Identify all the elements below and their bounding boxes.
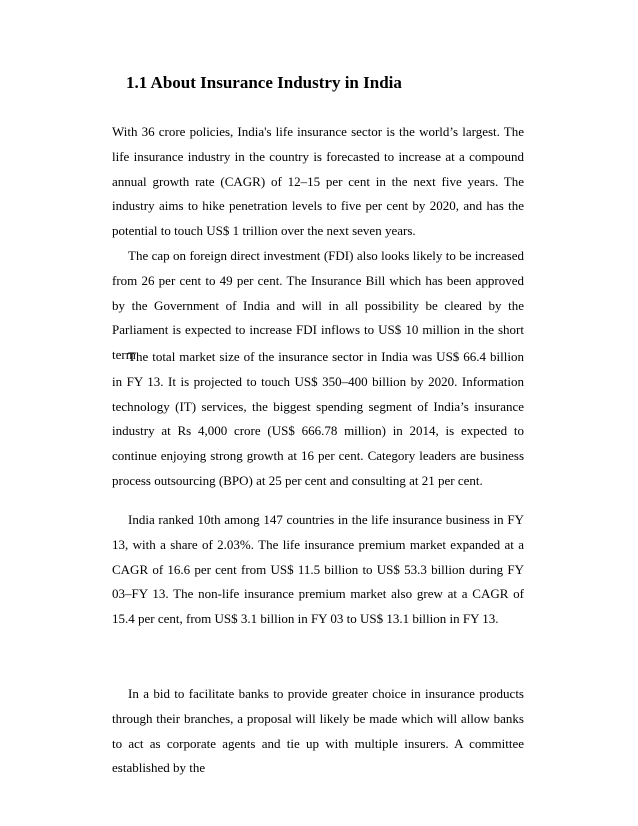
paragraph-bank-proposal: In a bid to facilitate banks to provide greater choice in insurance products through their branches, a proposal will likely be made which will allow banks to act as corporate agents and tie up with multiple insurers. A committee established by the [112, 686, 524, 776]
section-heading: 1.1 About Insurance Industry in India [126, 73, 402, 92]
paragraph-market-size: The total market size of the insurance sector in India was US$ 66.4 billion in FY 13. It is projected to touch US$ 350–400 billion by 2020. Information technology (IT) services, the biggest spending segment of India’s insurance industry at Rs 4,000 crore (US$ 666.78 million) in 2014, is expected to continue enjoying strong growth at 16 per cent. Category leaders are business process outsourcing (BPO) at 25 per cent and consulting at 21 per cent. [112, 349, 524, 488]
paragraph-india-ranking: India ranked 10th among 147 countries in the life insurance business in FY 13, with a share of 2.03%. The life insurance premium market expanded at a CAGR of 16.6 per cent from US$ 11.5 billion to US$ 53.3 billion during FY 03–FY 13. The non-life insurance premium market also grew at a CAGR of 15.4 per cent, from US$ 3.1 billion in FY 03 to US$ 13.1 billion in FY 13. [112, 512, 524, 627]
paragraph-fdi-cap: The cap on foreign direct investment (FDI) also looks likely to be increased from 26 per cent to 49 per cent. The Insurance Bill which has been approved by the Government of India and will in all possibility be cleared by the Parliament is expected to increase FDI inflows to US$ 10 million in the short term [112, 248, 524, 363]
paragraph-life-insurance-sector: With 36 crore policies, India's life insurance sector is the world’s largest. The life insurance industry in the country is forecasted to increase at a compound annual growth rate (CAGR) of 12–15 per cent in the next five years. The industry aims to hike penetration levels to five per cent by 2020, and has the potential to touch US$ 1 trillion over the next seven years. [112, 124, 524, 239]
